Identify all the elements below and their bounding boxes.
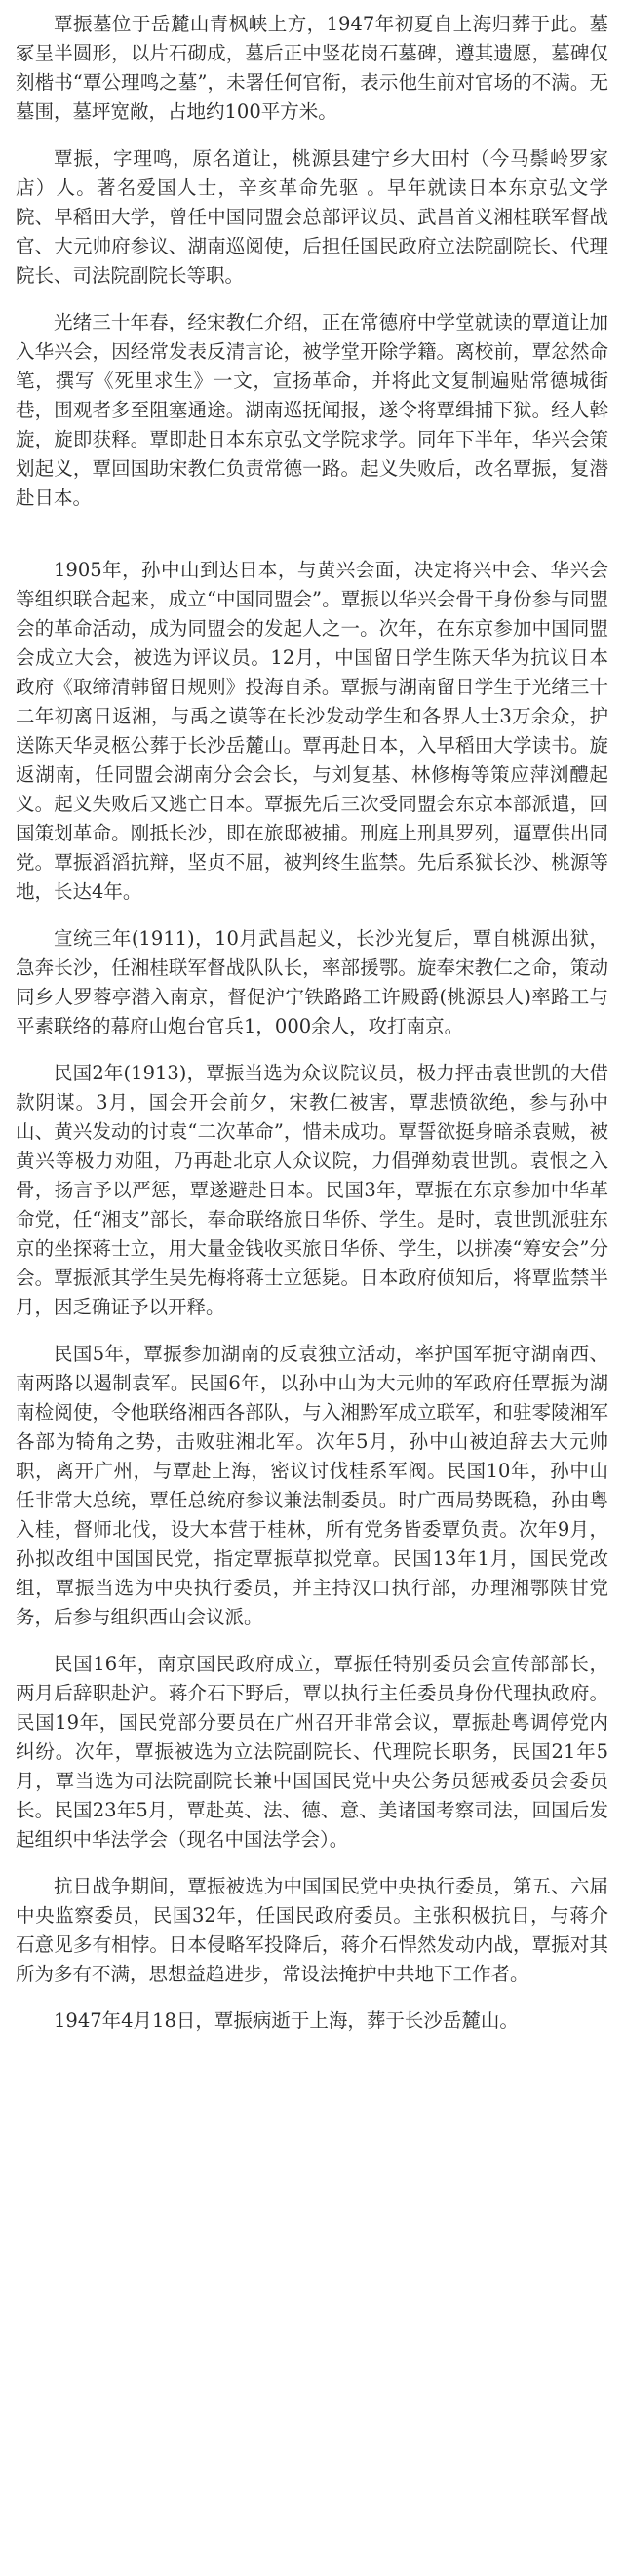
article-paragraph-3: 光绪三十年春，经宋教仁介绍，正在常德府中学堂就读的覃道让加入华兴会，因经常发表反清言论，被学堂开除学籍。离校前，覃忿然命笔，撰写《死里求生》一文，宣扬革命，并将此文复制遍贴常德城街巷，围观者多至阻塞通途。湖南巡抚闻报，遂令将覃缉捕下狱。经人斡旋，旋即获释。覃即赴日本东京弘文学院求学。同年下半年，华兴会策划起义，覃回国助宋教仁负责常德一路。起义失败后，改名覃振，复潜赴日本。 <box>16 311 608 509</box>
article-paragraph-9: 抗日战争期间，覃振被选为中国国民党中央执行委员，第五、六届中央监察委员，民国32年，任国民政府委员。主张积极抗日，与蒋介石意见多有相悖。日本侵略军投降后，蒋介石悍然发动内战，覃振对其所为多有不满，思想益趋进步，常设法掩护中共地下工作者。 <box>16 1875 608 1985</box>
article-paragraph-8: 民国16年，南京国民政府成立，覃振任特别委员会宣传部部长，两月后辞职赴沪。蒋介石下野后，覃以执行主任委员身份代理执政府。民国19年，国民党部分要员在广州召开非常会议，覃振赴粤调停党内纠纷。次年，覃振被选为立法院副院长、代理院长职务，民国21年5月，覃当选为司法院副院长兼中国国民党中央公务员惩戒委员会委员长。民国23年5月，覃赴英、法、德、意、美诸国考察司法，回国后发起组织中华法学会（现名中国法学会）。 <box>16 1653 608 1851</box>
article-paragraph-5: 宣统三年(1911)，10月武昌起义，长沙光复后，覃自桃源出狱，急奔长沙，任湘桂联军督战队队长，率部援鄂。旋奉宋教仁之命，策动同乡人罗蓉亭潜入南京，督促沪宁铁路路工许殿爵(桃源县人)率路工与平素联络的幕府山炮台官兵1，000余人，攻打南京。 <box>16 927 608 1037</box>
article-paragraph-10: 1947年4月18日，覃振病逝于上海，葬于长沙岳麓山。 <box>54 2010 519 2032</box>
article-paragraph-7: 民国5年，覃振参加湖南的反袁独立活动，率护国军扼守湖南西、南两路以遏制袁军。民国6年，以孙中山为大元帅的军政府任覃振为湖南检阅使，令他联络湘西各部队，与入湘黔军成立联军，和驻零陵湘军各部为犄角之势，击败驻湘北军。次年5月，孙中山被迫辞去大元帅职，离开广州，与覃赴上海，密议讨伐桂系军阀。民国10年，孙中山任非常大总统，覃任总统府参议兼法制委员。时广西局势既稳，孙由粤入桂，督师北伐，设大本营于桂林，所有党务皆委覃负责。次年9月，孙拟改组中国国民党，指定覃振草拟党章。民国13年1月，国民党改组，覃振当选为中央执行委员，并主持汉口执行部，办理湘鄂陕甘党务，后参与组织西山会议派。 <box>16 1343 608 1628</box>
article-paragraph-2: 覃振，字理鸣，原名道让，桃源县建宁乡大田村（今马鬃岭罗家店）人。著名爱国人士，辛亥革命先驱 。早年就读日本东京弘文学院、早稻田大学，曾任中国同盟会总部评议员、武昌首义湘桂联军督战官、大元帅府参议、湖南巡阅使，后担任国民政府立法院副院长、代理院长、司法院副院长等职。 <box>16 147 608 287</box>
article-paragraph-4: 1905年，孙中山到达日本，与黄兴会面，决定将兴中会、华兴会等组织联合起来，成立“中国同盟会”。覃振以华兴会骨干身份参与同盟会的革命活动，成为同盟会的发起人之一。次年，在东京参加中国同盟会成立大会，被选为评议员。12月，中国留日学生陈天华为抗议日本政府《取缔清韩留日规则》投海自杀。覃振与湖南留日学生于光绪三十二年初离日返湘，与禹之谟等在长沙发动学生和各界人士3万余众，护送陈天华灵柩公葬于长沙岳麓山。覃再赴日本，入早稻田大学读书。旋返湖南，任同盟会湖南分会会长，与刘复基、林修梅等策应萍浏醴起义。起义失败后又逃亡日本。覃振先后三次受同盟会东京本部派遣，回国策划革命。刚抵长沙，即在旅邸被捕。刑庭上刑具罗列，逼覃供出同党。覃振滔滔抗辩，坚贞不屈，被判终生监禁。先后系狱长沙、桃源等地，长达4年。 <box>16 559 608 903</box>
article-paragraph-6: 民国2年(1913)，覃振当选为众议院议员，极力抨击袁世凯的大借款阴谋。3月，国会开会前夕，宋教仁被害，覃悲愤欲绝，参与孙中山、黄兴发动的讨袁“二次革命”，惜未成功。覃誓欲挺身暗杀袁贼，被黄兴等极力劝阻，乃再赴北京人众议院，力倡弹劾袁世凯。袁恨之入骨，扬言予以严惩，覃遂避赴日本。民国3年，覃振在东京参加中华革命党，任“湘支”部长，奉命联络旅日华侨、学生。是时，袁世凯派驻东京的坐探蒋士立，用大量金钱收买旅日华侨、学生，以拼凑“筹安会”分会。覃振派其学生吴先梅将蒋士立惩毙。日本政府侦知后，将覃监禁半月，因乏确证予以开释。 <box>16 1062 608 1318</box>
article-paragraph-1: 覃振墓位于岳麓山青枫峡上方，1947年初夏自上海归葬于此。墓冢呈半圆形，以片石砌成，墓后正中竖花岗石墓碑，遵其遗愿，墓碑仅刻楷书“覃公理鸣之墓”，未署任何官衔，表示他生前对官场的不满。无墓围，墓坪宽敞，占地约100平方米。 <box>16 13 608 123</box>
